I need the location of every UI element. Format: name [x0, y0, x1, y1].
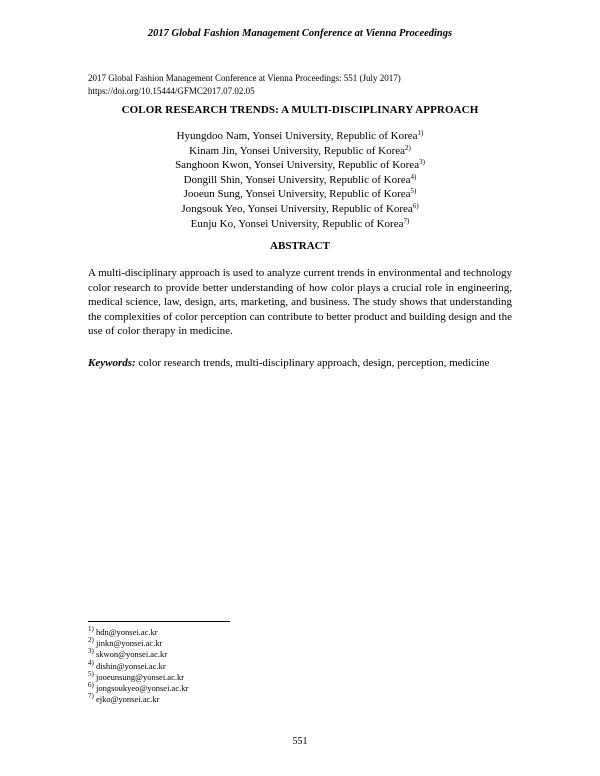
footnote-marker: 7)	[88, 692, 94, 701]
author-affiliation: Dongill Shin, Yonsei University, Republic of Korea	[183, 173, 411, 186]
footnote-marker: 6)	[88, 681, 94, 690]
footnote-item	[88, 649, 388, 660]
footnote-email[interactable]: jongsoukyeo@yonsei.ac.kr	[95, 683, 189, 694]
author-line	[0, 217, 600, 232]
footnote-marker: 4)	[410, 172, 417, 181]
author-list	[0, 129, 600, 231]
author-affiliation: Sanghoon Kwon, Yonsei University, Republic of Korea	[175, 159, 420, 172]
footnote-marker: 6)	[412, 201, 419, 210]
footnote-marker: 2)	[88, 636, 94, 645]
footnote-marker: 4)	[88, 658, 94, 667]
keywords-paragraph	[88, 356, 512, 371]
doi-link[interactable]: https://doi.org/10.15444/GFMC2017.07.02.05	[88, 85, 255, 96]
author-line	[0, 187, 600, 202]
author-line	[0, 173, 600, 188]
footnote-email[interactable]: ejko@yonsei.ac.kr	[95, 694, 160, 705]
abstract-heading: ABSTRACT	[270, 240, 330, 252]
footnote-marker: 1)	[88, 625, 94, 633]
keywords-label: Keywords:	[88, 357, 136, 369]
footnote-item	[88, 638, 388, 649]
footnote-marker: 5)	[88, 669, 94, 678]
author-line	[0, 144, 600, 159]
footnote-item	[88, 669, 388, 683]
abstract-body: A multi-disciplinary approach is used to analyze current trends in environmental and technology color research to provide better understanding of how color plays a crucial role in engineering, medical science, law, design, arts, marketing, and business. The study shows that understanding the complexities of color perception can contribute to better product and building design and the use of color therapy in medicine.	[88, 267, 512, 338]
footnote-item	[88, 683, 388, 694]
author-affiliation: Kinam Jin, Yonsei University, Republic of Korea	[189, 144, 406, 157]
footnote-email[interactable]: hdn@yonsei.ac.kr	[95, 627, 158, 637]
footnote-marker: 3)	[88, 647, 94, 656]
author-line	[0, 129, 600, 144]
page-number: 551	[292, 736, 308, 747]
keywords-text: color research trends, multi-disciplinary approach, design, perception, medicine	[138, 357, 490, 369]
citation-block	[88, 72, 518, 97]
citation-line: 2017 Global Fashion Management Conference at Vienna Proceedings: 551 (July 2017)	[88, 73, 401, 83]
footnote-marker: 7)	[403, 216, 410, 225]
footnote-marker: 2)	[405, 143, 411, 152]
author-line	[0, 202, 600, 217]
footnote-item	[88, 694, 388, 705]
paper-title: COLOR RESEARCH TRENDS: A MULTI-DISCIPLINARY APPROACH	[121, 104, 479, 116]
author-affiliation: Jongsouk Yeo, Yonsei University, Republic of Korea	[181, 202, 413, 215]
footnote-marker: 5)	[410, 187, 417, 196]
footnote-divider	[88, 621, 230, 622]
running-header: 2017 Global Fashion Management Conference at Vienna Proceedings	[147, 28, 453, 39]
author-affiliation: Jooeun Sung, Yonsei University, Republic of Korea	[183, 188, 411, 201]
footnote-email[interactable]: jinkn@yonsei.ac.kr	[95, 638, 163, 649]
footnote-email[interactable]: jooeunsung@yonsei.ac.kr	[95, 671, 185, 682]
author-affiliation: Eunju Ko, Yonsei University, Republic of Korea	[190, 217, 404, 230]
footnote-item	[88, 627, 388, 638]
author-line	[0, 158, 600, 173]
footnote-email[interactable]: skwon@yonsei.ac.kr	[95, 649, 168, 660]
footnote-email[interactable]: dishin@yonsei.ac.kr	[95, 660, 166, 671]
footnote-item	[88, 658, 388, 672]
footnote-marker: 1)	[417, 129, 424, 137]
author-affiliation: Hyungdoo Nam, Yonsei University, Republic of Korea	[176, 130, 418, 142]
footnote-marker: 3)	[419, 158, 425, 167]
footnote-list	[88, 627, 388, 705]
